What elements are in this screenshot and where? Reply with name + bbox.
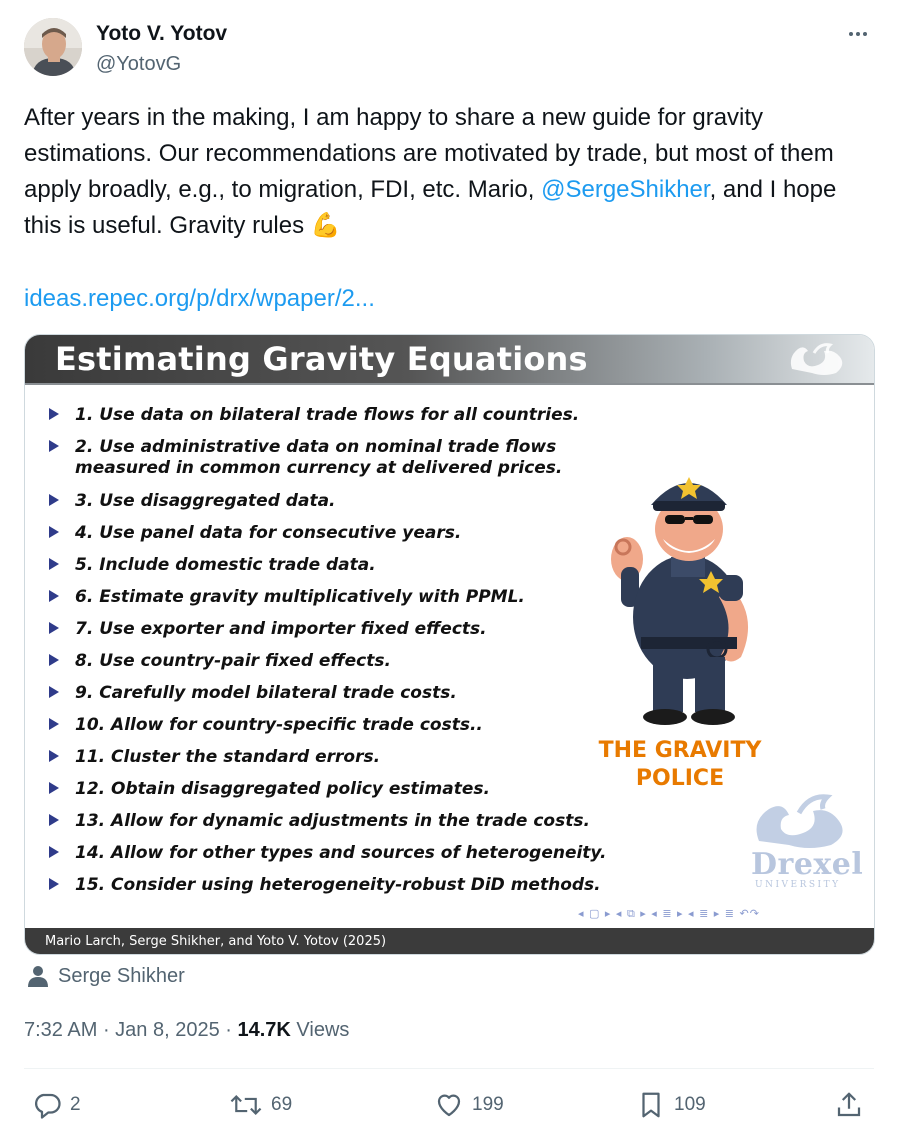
views-count: 14.7K [237,1019,291,1041]
slide-item [47,437,607,479]
author-block [96,21,227,77]
bullet-icon [49,846,59,858]
slide-item [47,587,607,608]
slide-item-text: 12. Obtain disaggregated policy estimates. [75,779,490,799]
slide-item-text: 11. Cluster the standard errors. [75,747,381,767]
tweet-header [24,18,874,80]
slide-item [47,843,607,864]
slide-item-text: 13. Allow for dynamic adjustments in the trade costs. [75,811,590,831]
flexed-biceps-emoji: 💪 [310,212,341,239]
drexel-dragon-icon [749,791,859,849]
slide-item [47,651,607,672]
meta-separator: · [219,1019,238,1041]
reply-icon [32,1090,62,1120]
divider [24,1068,874,1069]
share-button[interactable] [834,1085,864,1125]
slide-item [47,405,607,426]
bullet-icon [49,878,59,890]
slide-item [47,683,607,704]
meta-separator: · [97,1019,116,1041]
slide-footer [25,928,875,955]
repost-count: 69 [271,1094,293,1115]
bullet-icon [49,686,59,698]
bookmark-icon [636,1090,666,1120]
avatar[interactable] [24,18,82,76]
slide-footer-text: Mario Larch, Serge Shikher, and Yoto V. Yotov (2025) [45,934,387,949]
slide-item [47,779,607,800]
bullet-icon [49,622,59,634]
bullet-icon [49,526,59,538]
slide-title-bar [25,335,875,383]
repost-icon [229,1090,263,1120]
slide-title-separator [25,383,875,385]
tweet-meta [24,1016,349,1044]
slide-item-text: 8. Use country-pair fixed effects. [75,651,391,671]
slide-item-text: 1. Use data on bilateral trade flows for all countries. [75,405,580,425]
tweet-time[interactable]: 7:32 AM [24,1019,98,1041]
bullet-icon [49,814,59,826]
dragon-logo-icon [784,339,854,379]
bullet-icon [49,440,59,452]
external-link[interactable]: ideas.repec.org/p/drx/wpaper/2... [24,285,375,312]
bookmark-count: 109 [674,1094,706,1115]
repost-button[interactable] [229,1085,292,1125]
bullet-icon [49,750,59,762]
display-name[interactable]: Yoto V. Yotov [96,22,228,45]
slide-item-text: 3. Use disaggregated data. [75,491,336,511]
slide-item-text: 14. Allow for other types and sources of heterogeneity. [75,843,607,863]
slide-item-text: 4. Use panel data for consecutive years. [75,523,462,543]
bullet-icon [49,408,59,420]
slide-item-text: 10. Allow for country-specific trade costs.. [75,715,483,735]
tagged-user[interactable] [28,962,185,990]
slide-item-text: 15. Consider using heterogeneity-robust DiD methods. [75,875,601,895]
tweet-text-part1: After years in the making, I am happy to share a new guide for gravity estimations. Our recommendations are motivated by trade, but most of them apply broadly, e.g., to migration, FDI, etc. Mario, [24,104,834,203]
slide-item [47,491,607,512]
bullet-icon [49,590,59,602]
tweet-date[interactable]: Jan 8, 2025 [115,1019,220,1041]
bookmark-button[interactable] [636,1085,706,1125]
slide-item-text: 9. Carefully model bilateral trade costs. [75,683,457,703]
like-button[interactable] [434,1085,504,1125]
slide-item-text: 5. Include domestic trade data. [75,555,376,575]
bullet-icon [49,558,59,570]
tagged-user-name: Serge Shikher [58,964,185,987]
slide-item-text: 2. Use administrative data on nominal trade flows measured in common currency at delivered prices. [75,437,563,478]
slide-item [47,523,607,544]
bullet-icon [49,718,59,730]
police-caption-line1: THE GRAVITY [598,738,762,763]
bullet-icon [49,494,59,506]
views-label: Views [290,1019,350,1041]
action-bar [24,1085,874,1125]
more-icon [846,22,870,46]
person-icon [28,965,48,987]
slide-item [47,875,607,896]
slide-item [47,715,607,736]
avatar-image [24,18,82,76]
share-icon [834,1090,864,1120]
police-caption [590,737,770,793]
police-cartoon-icon [601,467,761,727]
mention-link[interactable]: @SergeShikher [541,176,710,203]
reply-button[interactable] [32,1085,81,1125]
slide-item [47,555,607,576]
bullet-icon [49,654,59,666]
police-caption-line2: POLICE [635,766,725,791]
like-count: 199 [472,1094,504,1115]
drexel-logo-subtext: UNIVERSITY [755,880,841,890]
slide-item-text: 6. Estimate gravity multiplicatively with PPML. [75,587,525,607]
handle[interactable]: @YotovG [96,53,182,75]
slide-item [47,747,607,768]
slide-list [47,405,607,907]
bullet-icon [49,782,59,794]
media-image[interactable] [24,334,875,955]
drexel-logo-text: Drexel [751,847,864,882]
slide-item [47,619,607,640]
slide-nav-icons: ◂ ▢ ▸ ◂ ⧉ ▸ ◂ ≣ ▸ ◂ ≣ ▸ ≣ ↶↷ [578,907,760,920]
tweet-text [24,100,874,244]
heart-icon [434,1090,464,1120]
slide-title: Estimating Gravity Equations [55,340,588,378]
reply-count: 2 [70,1094,81,1115]
slide-item [47,811,607,832]
tweet-text-part2: , and I hope this is useful. Gravity rules [24,176,837,239]
slide-item-text: 7. Use exporter and importer fixed effects. [75,619,487,639]
more-options-button[interactable] [844,20,872,48]
